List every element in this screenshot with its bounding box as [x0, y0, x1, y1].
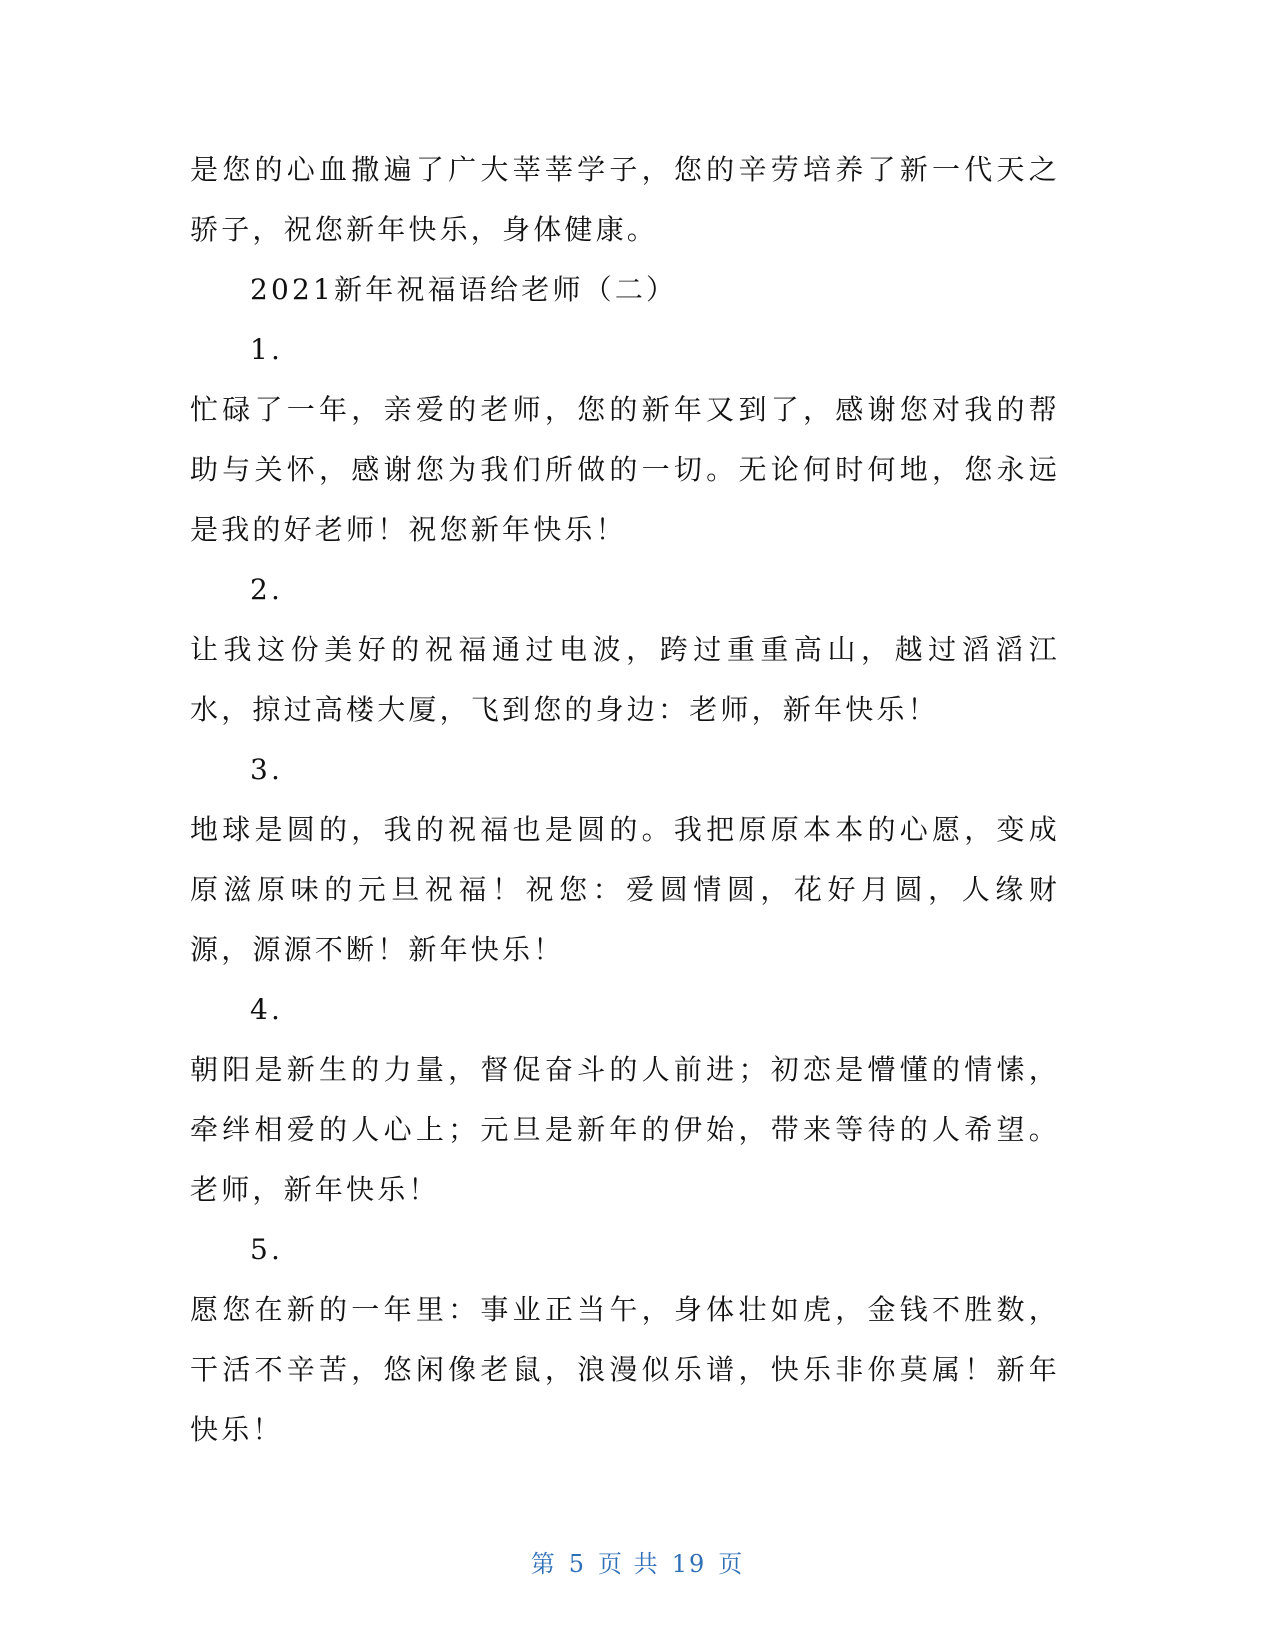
item-text-5: 愿您在新的一年里：事业正当午，身体壮如虎，金钱不胜数，干活不辛苦，悠闲像老鼠，浪漫似乐谱，快乐非你莫属！新年快乐！: [190, 1293, 1060, 1446]
footer-current-page: 5: [568, 1550, 587, 1578]
item-number-1: 1.: [250, 333, 284, 366]
item-text-2: 让我这份美好的祝福通过电波，跨过重重高山，越过滔滔江水，掠过高楼大厦，飞到您的身边：老师，新年快乐！: [190, 633, 1060, 726]
page-footer: [0, 1544, 1275, 1579]
footer-suffix: 页: [718, 1550, 745, 1578]
paragraph-intro: 是您的心血撒遍了广大莘莘学子，您的辛劳培养了新一代天之骄子，祝您新年快乐，身体健康。: [190, 153, 1060, 246]
item-number-4: 4.: [250, 993, 284, 1026]
item-text-4: 朝阳是新生的力量，督促奋斗的人前进；初恋是懵懂的情愫，牵绊相爱的人心上；元旦是新年的伊始，带来等待的人希望。老师，新年快乐！: [190, 1053, 1060, 1206]
item-number-2: 2.: [250, 573, 284, 606]
footer-prefix: 第: [530, 1550, 557, 1578]
section-heading: 2021新年祝福语给老师（二）: [250, 273, 678, 306]
footer-total-pages: 19: [671, 1550, 707, 1578]
item-text-1: 忙碌了一年，亲爱的老师，您的新年又到了，感谢您对我的帮助与关怀，感谢您为我们所做的一切。无论何时何地，您永远是我的好老师！祝您新年快乐！: [190, 393, 1060, 546]
item-number-5: 5.: [250, 1233, 284, 1266]
footer-middle: 页 共: [598, 1550, 660, 1578]
item-number-3: 3.: [250, 753, 284, 786]
document-body: [190, 140, 1060, 1460]
item-text-3: 地球是圆的，我的祝福也是圆的。我把原原本本的心愿，变成原滋原味的元旦祝福！祝您：爱圆情圆，花好月圆，人缘财源，源源不断！新年快乐！: [190, 813, 1060, 966]
